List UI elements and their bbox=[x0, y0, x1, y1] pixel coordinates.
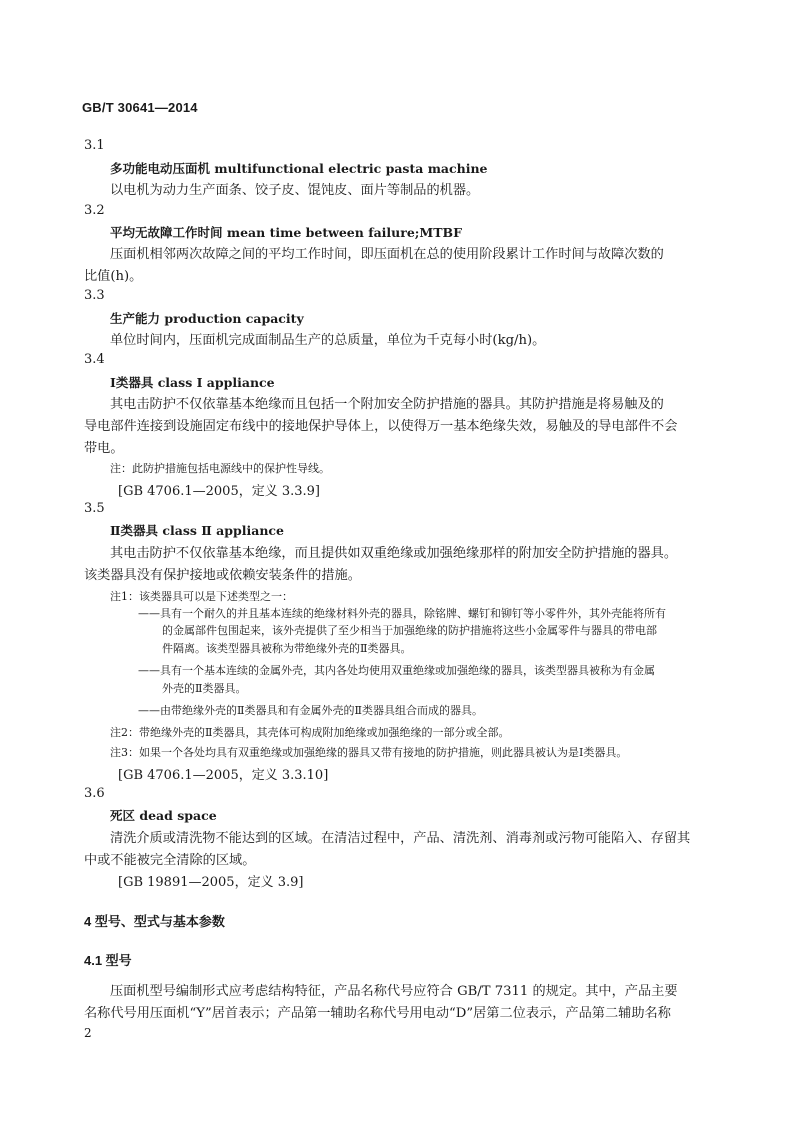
clause-number-3-5: 3.5 bbox=[84, 501, 105, 516]
definition-3-2-line1: 压面机相邻两次故障之间的平均工作时间，即压面机在总的使用阶段累计工作时间与故障次数的 bbox=[110, 247, 664, 262]
term-3-6: 死区 dead space bbox=[110, 808, 217, 823]
page-number: 2 bbox=[84, 1026, 92, 1040]
term-3-5: Ⅱ类器具 class Ⅱ appliance bbox=[110, 523, 284, 538]
note2-3-5: 注2：带绝缘外壳的Ⅱ类器具，其壳体可构成附加绝缘或加强绝缘的一部分或全部。 bbox=[110, 726, 510, 739]
clause-number-3-3: 3.3 bbox=[84, 288, 105, 303]
reference-3-4: [GB 4706.1—2005，定义 3.3.9] bbox=[118, 484, 320, 499]
note3-3-5: 注3：如果一个各处均具有双重绝缘或加强绝缘的器具又带有接地的防护措施，则此器具被认为是Ⅰ类器具。 bbox=[110, 746, 628, 759]
note1-item2-line2: 外壳的Ⅱ类器具。 bbox=[162, 682, 247, 695]
section-heading-4: 4 型号、型式与基本参数 bbox=[84, 914, 225, 929]
term-3-2: 平均无故障工作时间 mean time between failure;MTBF bbox=[110, 225, 462, 240]
reference-3-5: [GB 4706.1—2005，定义 3.3.10] bbox=[118, 768, 329, 783]
note1-item3: ——由带绝缘外壳的Ⅱ类器具和有金属外壳的Ⅱ类器具组合而成的器具。 bbox=[138, 704, 483, 717]
term-3-4: Ⅰ类器具 class Ⅰ appliance bbox=[110, 375, 275, 390]
definition-3-1: 以电机为动力生产面条、饺子皮、馄饨皮、面片等制品的机器。 bbox=[110, 183, 480, 198]
term-3-3: 生产能力 production capacity bbox=[110, 311, 304, 326]
document-header: GB/T 30641—2014 bbox=[82, 100, 198, 115]
term-3-1: 多功能电动压面机 multifunctional electric pasta machine bbox=[110, 161, 488, 176]
note1-item1-line2: 的金属部件包围起来，该外壳提供了至少相当于加强绝缘的防护措施将这些小金属零件与器具的带电部 bbox=[162, 624, 657, 637]
note1-3-5: 注1：该类器具可以是下述类型之一： bbox=[110, 590, 293, 603]
definition-3-6-line2: 中或不能被完全清除的区域。 bbox=[84, 853, 256, 868]
note-3-4: 注：此防护措施包括电源线中的保护性导线。 bbox=[110, 462, 330, 475]
clause-number-3-4: 3.4 bbox=[84, 352, 105, 367]
definition-3-6-line1: 清洗介质或清洗物不能达到的区域。在清洁过程中，产品、清洗剂、消毒剂或污物可能陷入、存留其 bbox=[110, 831, 691, 846]
paragraph-4-1-line2: 名称代号用压面机“Y”居首表示；产品第一辅助名称代号用电动“D”居第二位表示，产品第二辅助名称 bbox=[84, 1006, 671, 1021]
clause-number-3-6: 3.6 bbox=[84, 786, 105, 801]
definition-3-4-line3: 带电。 bbox=[84, 441, 124, 456]
note1-item1-line3: 件隔离。该类型器具被称为带绝缘外壳的Ⅱ类器具。 bbox=[162, 642, 412, 655]
definition-3-2-line2: 比值(h)。 bbox=[84, 269, 143, 284]
reference-3-6: [GB 19891—2005，定义 3.9] bbox=[118, 875, 304, 890]
paragraph-4-1-line1: 压面机型号编制形式应考虑结构特征，产品名称代号应符合 GB/T 7311 的规定。其中，产品主要 bbox=[110, 984, 678, 999]
definition-3-5-line1: 其电击防护不仅依靠基本绝缘，而且提供如双重绝缘或加强绝缘那样的附加安全防护措施的器具。 bbox=[110, 546, 678, 561]
clause-number-3-1: 3.1 bbox=[84, 138, 105, 153]
definition-3-4-line2: 导电部件连接到设施固定布线中的接地保护导体上，以使得万一基本绝缘失效，易触及的导电部件不会 bbox=[84, 419, 678, 434]
definition-3-3: 单位时间内，压面机完成面制品生产的总质量，单位为千克每小时(kg/h)。 bbox=[110, 333, 546, 348]
section-heading-4-1: 4.1 型号 bbox=[84, 953, 132, 968]
note1-item2-line1: ——具有一个基本连续的金属外壳，其内各处均使用双重绝缘或加强绝缘的器具，该类型器具被称为有金属 bbox=[138, 664, 655, 677]
note1-item1-line1: ——具有一个耐久的并且基本连续的绝缘材料外壳的器具，除铭牌、螺钉和铆钉等小零件外，其外壳能将所有 bbox=[138, 607, 666, 620]
definition-3-4-line1: 其电击防护不仅依靠基本绝缘而且包括一个附加安全防护措施的器具。其防护措施是将易触及的 bbox=[110, 397, 664, 412]
definition-3-5-line2: 该类器具没有保护接地或依赖安装条件的措施。 bbox=[84, 568, 361, 583]
clause-number-3-2: 3.2 bbox=[84, 203, 105, 218]
